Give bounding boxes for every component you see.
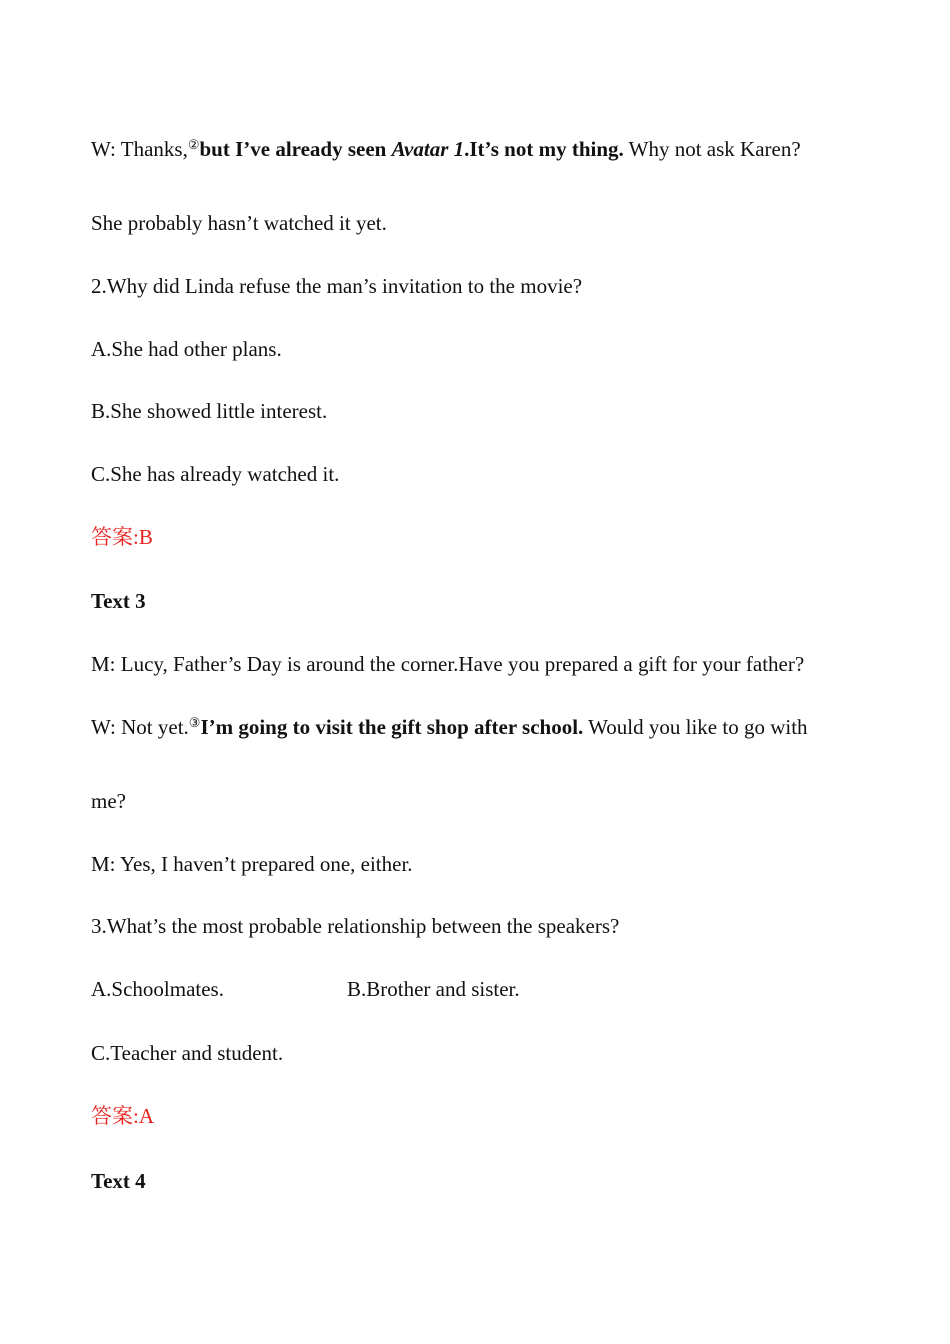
dialogue-m-line2-text3: M: Yes, I haven’t prepared one, either.: [91, 852, 413, 876]
options-row-3ab: [91, 979, 691, 1000]
movie-title: Avatar 1: [391, 137, 465, 161]
option-2a: A.She had other plans.: [91, 337, 282, 361]
dialogue-m-line1-text3: M: Lucy, Father’s Day is around the corner.Have you prepared a gift for your father?: [91, 652, 805, 676]
answer-2: 答案:B: [91, 525, 153, 549]
question-3: 3.What’s the most probable relationship between the speakers?: [91, 914, 620, 938]
circled-marker-2: ②: [187, 137, 200, 152]
dialogue-suffix: Why not ask Karen?: [623, 137, 801, 161]
bold-key-sentence: [199, 137, 623, 161]
question-2: 2.Why did Linda refuse the man’s invitation to the movie?: [91, 274, 583, 298]
bold-text-part1: but I’ve already seen: [199, 137, 392, 161]
dialogue-w-line-text2: [91, 139, 801, 160]
dialogue-continuation-text2: She probably hasn’t watched it yet.: [91, 211, 387, 235]
heading-text3: [91, 591, 146, 612]
answer-3: 答案:A: [91, 1104, 154, 1128]
heading-text4-label: Text 4: [91, 1169, 146, 1193]
bold-text-part2: .It’s not my thing.: [464, 137, 624, 161]
option-3b: B.Brother and sister.: [347, 977, 520, 1001]
option-3a: A.Schoolmates.: [91, 977, 224, 1001]
dialogue-continuation-text3: me?: [91, 789, 126, 813]
dialogue-suffix: Would you like to go with: [583, 715, 808, 739]
dialogue-w-line-text3: [91, 717, 808, 738]
speaker-text: W: Thanks,: [91, 137, 188, 161]
speaker-text: W: Not yet.: [91, 715, 189, 739]
option-2b: B.She showed little interest.: [91, 399, 328, 423]
heading-text3-label: Text 3: [91, 589, 146, 613]
circled-marker-3: ③: [188, 715, 201, 730]
option-2c: C.She has already watched it.: [91, 462, 340, 486]
heading-text4: [91, 1171, 146, 1192]
bold-key-sentence: I’m going to visit the gift shop after school.: [200, 715, 584, 739]
option-3c: C.Teacher and student.: [91, 1041, 284, 1065]
